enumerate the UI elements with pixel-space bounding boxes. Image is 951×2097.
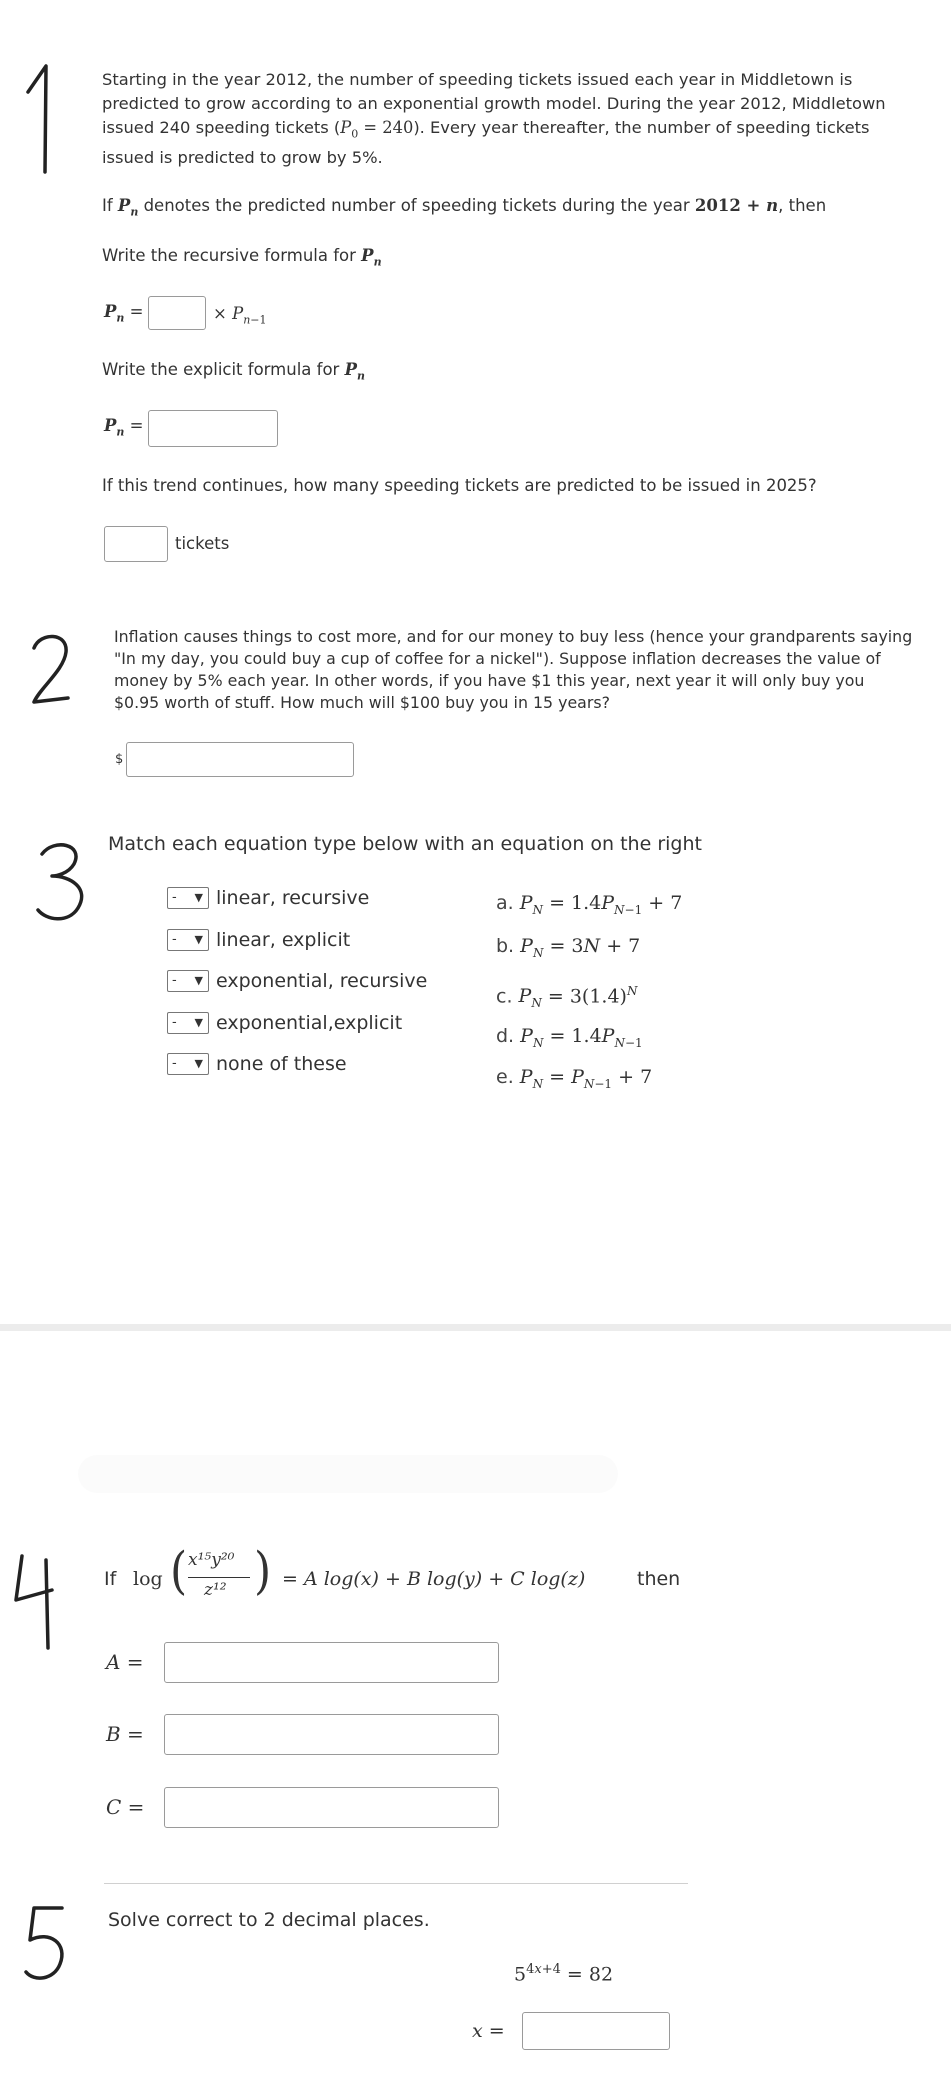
tickets-label: tickets [175, 534, 230, 553]
section-divider [0, 1324, 951, 1331]
recursive-lhs: $P_n$ = [104, 302, 144, 325]
explicit-prompt: Write the explicit formula for $P_n$ [102, 360, 365, 383]
answer-c-input[interactable] [164, 1787, 499, 1828]
then-word: then [637, 1568, 681, 1590]
handwritten-number-4 [8, 1552, 58, 1652]
answer-a-input[interactable] [164, 1642, 499, 1683]
fraction-numerator: x¹⁵y²⁰ [188, 1550, 235, 1570]
type-label-4: exponential,explicit [216, 1012, 403, 1034]
problem4-rhs: = A log(x) + B log(y) + C log(z) [282, 1568, 586, 1590]
select-placeholder: - [172, 1015, 177, 1030]
tickets-2025-input[interactable] [104, 526, 168, 562]
problem1-if-line: If $P_n$ denotes the predicted number of speeding tickets during the year 2012 + n, then [102, 196, 827, 219]
select-placeholder: - [172, 973, 177, 988]
type-select-2[interactable] [167, 929, 209, 951]
x-label: x = [472, 2020, 505, 2042]
chevron-down-icon: ▼ [194, 1057, 203, 1070]
log-word: log [133, 1568, 163, 1590]
problem3-instruction: Match each equation type below with an equation on the right [108, 833, 702, 855]
equation-a: a. $P_N = 1.4P_{N-1} + 7$ [496, 892, 683, 917]
label-c: C = [106, 1795, 145, 1819]
left-paren: ( [170, 1542, 188, 1601]
chevron-down-icon: ▼ [194, 891, 203, 904]
problem4-bottom-rule [104, 1883, 688, 1884]
chevron-down-icon: ▼ [194, 1016, 203, 1029]
type-select-5[interactable] [167, 1053, 209, 1075]
problem5-equation: $5^{4x+4} = 82$ [514, 1962, 614, 1986]
type-select-4[interactable] [167, 1012, 209, 1034]
x-answer-input[interactable] [522, 2012, 670, 2050]
problem4-equation [104, 1540, 704, 1620]
equation-e: e. $P_N = P_{N-1} + 7$ [496, 1066, 653, 1091]
right-paren: ) [254, 1542, 272, 1601]
type-label-5: none of these [216, 1053, 347, 1075]
problem2-paragraph: Inflation causes things to cost more, and for our money to buy less (hence your grandparents saying "In my day, you could buy a cup of coffee for a nickel"). Suppose inflation decreases the value of money by 5% each year. In other words, if you have $1 this year, next year it will only buy you $0.95 worth of stuff. How much will $100 buy you in 15 years? [114, 627, 913, 712]
handwritten-number-1 [20, 62, 60, 182]
trend-question: If this trend continues, how many speeding tickets are predicted to be issued in 2025? [102, 476, 817, 495]
type-select-1[interactable] [167, 887, 209, 909]
type-label-3: exponential, recursive [216, 970, 428, 992]
handwritten-number-2 [28, 630, 78, 710]
problem5-instruction: Solve correct to 2 decimal places. [108, 1909, 430, 1931]
select-placeholder: - [172, 1056, 177, 1071]
recursive-multiplier-input[interactable] [148, 296, 206, 330]
label-b: B = [106, 1722, 144, 1746]
handwritten-number-3 [34, 838, 94, 928]
problem1-paragraph: Starting in the year 2012, the number of speeding tickets issued each year in Middletown is predicted to grow according to an exponential growth model. During the year 2012, Middletown issued 240 speeding tickets $(P_0 = 240)$. Every year thereafter, the number of speeding tickets issued is predicted to grow by 5%. [102, 70, 886, 168]
type-label-2: linear, explicit [216, 929, 351, 951]
type-label-1: linear, recursive [216, 887, 370, 909]
label-a: A = [106, 1650, 144, 1674]
type-select-3[interactable] [167, 970, 209, 992]
explicit-lhs: $P_n$ = [104, 416, 144, 439]
fraction-denominator: z¹² [204, 1580, 227, 1600]
recursive-rhs: × $P_{n-1}$ [213, 304, 267, 327]
select-placeholder: - [172, 932, 177, 947]
handwritten-number-5 [20, 1900, 70, 1990]
if-word: If [104, 1568, 117, 1590]
inflation-answer-input[interactable] [126, 742, 354, 777]
explicit-formula-input[interactable] [148, 410, 278, 447]
select-placeholder: - [172, 890, 177, 905]
equation-b: b. $P_N = 3N + 7$ [496, 935, 641, 960]
equation-c: c. $P_N = 3(1.4)^N$ [496, 984, 638, 1011]
dollar-sign: $ [115, 752, 124, 767]
chevron-down-icon: ▼ [194, 974, 203, 987]
answer-b-input[interactable] [164, 1714, 499, 1755]
equation-d: d. $P_N = 1.4P_{N-1}$ [496, 1025, 643, 1050]
faint-band [78, 1455, 618, 1493]
fraction-bar [188, 1577, 250, 1578]
chevron-down-icon: ▼ [194, 933, 203, 946]
recursive-prompt: Write the recursive formula for $P_n$ [102, 246, 382, 269]
